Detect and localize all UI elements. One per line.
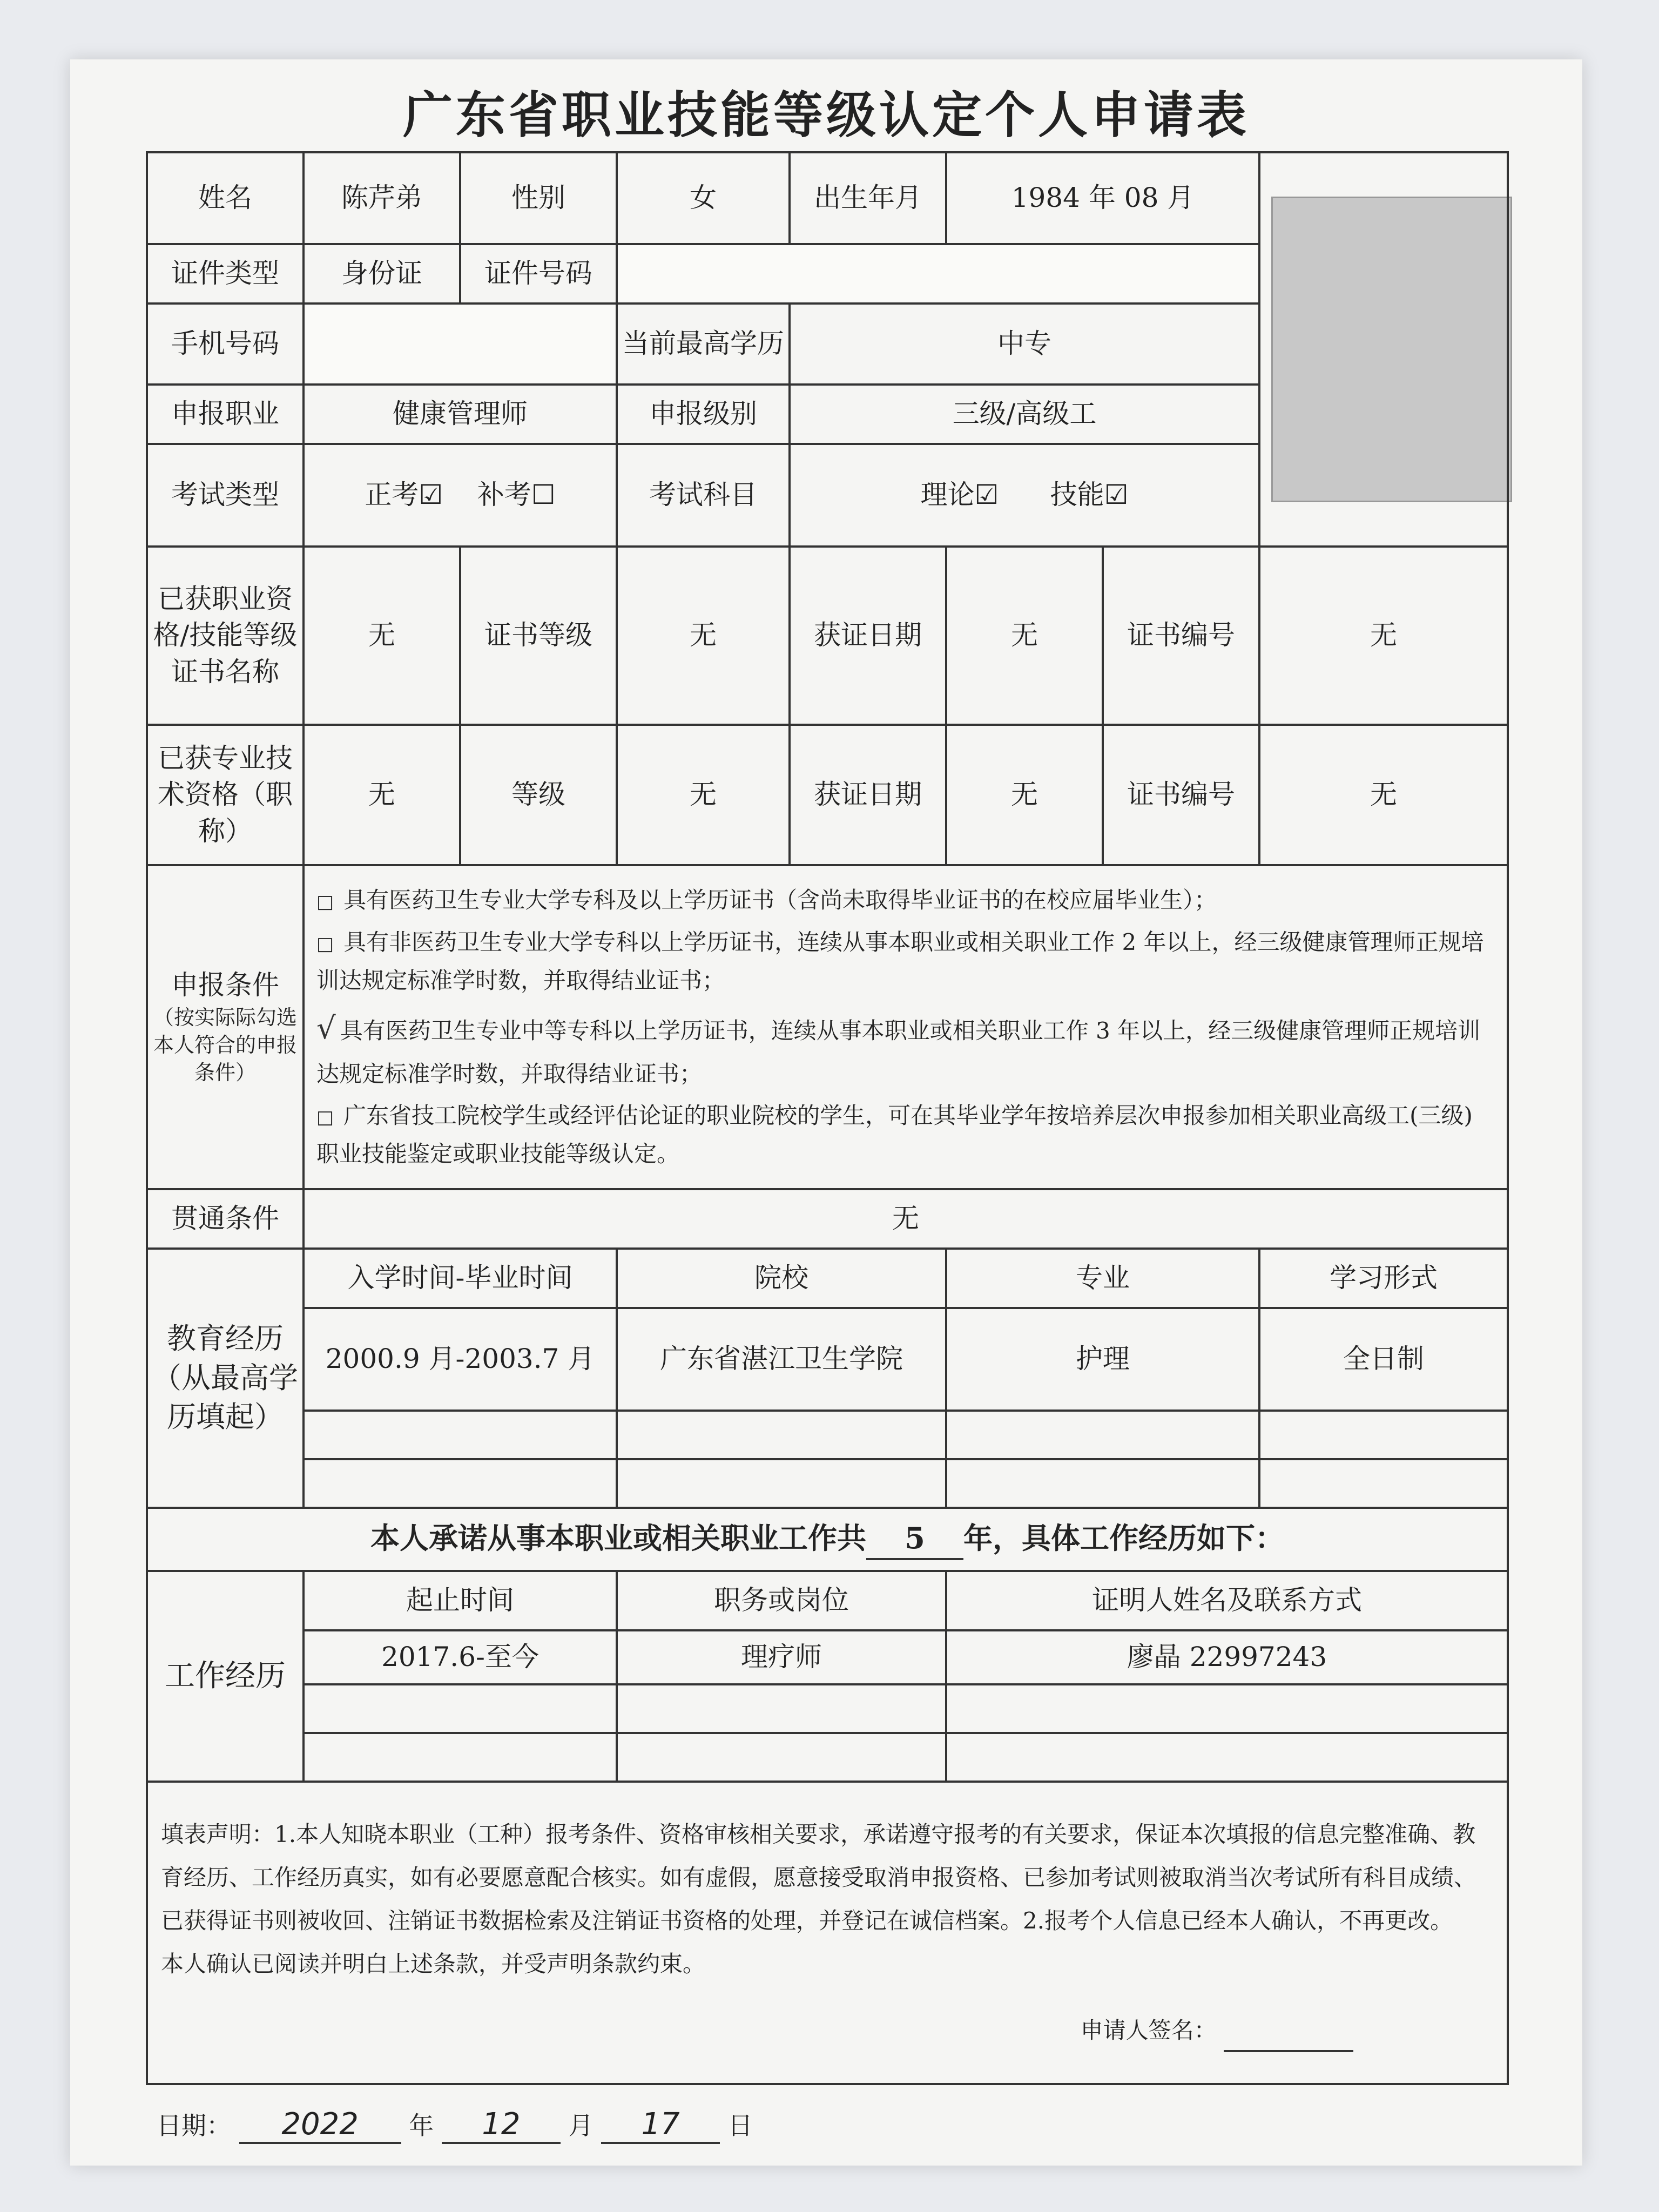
prof-date-value: 无 [946,725,1103,865]
id-type-value: 身份证 [304,244,460,304]
cert-date-value: 无 [946,547,1103,725]
prof-no-label: 证书编号 [1103,725,1259,865]
conditions-note: （按实际际勾选本人符合的申报条件） [153,1005,297,1085]
id-type-label: 证件类型 [147,244,304,304]
declaration [147,1782,1508,2084]
signature-row [161,2001,1494,2052]
edu-empty-cell [304,1459,617,1508]
photo-placeholder [1271,197,1512,502]
condition-item: √ 具有医药卫生专业中等专科以上学历证书，连续从事本职业或相关职业工作 3 年以上，经三级健康管理师正规培训达规定标准学时数，并取得结业证书； [316,1011,1481,1087]
work-empty-cell [304,1733,617,1782]
edu-mode-value: 全日制 [1259,1308,1508,1411]
prof-grade-label: 等级 [460,725,617,865]
cert-no-label: 证书编号 [1103,547,1259,725]
work-period-header: 起止时间 [304,1571,617,1630]
through-label: 贯通条件 [147,1189,304,1249]
exam-regular-checkbox: 正考☑ [365,479,443,511]
name-value: 陈芹弟 [304,152,460,244]
prof-no-value: 无 [1259,725,1508,865]
form-grid [146,151,1507,2085]
condition-item: □ 具有非医药卫生专业大学专科以上学历证书，连续从事本职业或相关职业工作 2 年以上，经三级健康管理师正规培训达规定标准学时数，并取得结业证书； [316,928,1484,994]
edu-school-value: 广东省湛江卫生学院 [617,1308,946,1411]
exam-theory-checkbox: 理论☑ [920,479,999,511]
work-history-label: 工作经历 [147,1571,304,1782]
signature-placeholder [1224,2001,1353,2052]
signature-label: 申请人签名： [1080,2017,1217,2044]
date-row: 日期： 2022 年 12 月 17 日 [157,2106,753,2144]
cert-grade-value: 无 [617,547,790,725]
form-title: 广东省职业技能等级认定个人申请表 [402,86,1250,144]
photo-cell [1259,152,1508,547]
work-empty-cell [946,1733,1508,1782]
edu-empty-cell [304,1411,617,1459]
edu-major-header: 专业 [946,1249,1259,1308]
prior-cert-value: 无 [304,547,460,725]
phone-label: 手机号码 [147,304,304,385]
education-label: 当前最高学历 [617,304,790,385]
exam-skill-checkbox: 技能☑ [1050,479,1129,511]
education-value: 中专 [790,304,1259,385]
edu-school-header: 院校 [617,1249,946,1308]
phone-value [304,304,617,385]
work-empty-cell [617,1733,946,1782]
condition-item: □ 广东省技工院校学生或经评估论证的职业院校的学生，可在其毕业学年按培养层次申报参加相关职业高级工(三级)职业技能鉴定或职业技能等级认定。 [316,1102,1473,1168]
exam-makeup-checkbox: 补考☐ [477,479,556,511]
declaration-text: 填表声明：1.本人知晓本职业（工种）报考条件、资格审核相关要求，承诺遵守报考的有关要求，保证本次填报的信息完整准确、教育经历、工作经历真实，如有必要愿意配合核实。如有虚假，愿意接受取消申报资格、已参加考试则被取消当次考试所有科目成绩、已获得证书则被收回、注销证书数据检索及注销证书资格的处理，并登记在诚信档案。2.报考个人信息已经本人确认，不再更改。 [161,1821,1477,1934]
id-number-value [617,244,1259,304]
through-value: 无 [304,1189,1508,1249]
condition-checkbox: □ [316,933,334,955]
occupation-value: 健康管理师 [304,385,617,444]
date-day: 17 [601,2107,720,2144]
date-year: 2022 [239,2107,401,2144]
conditions-title: 申报条件 [171,969,279,1001]
occupation-label: 申报职业 [147,385,304,444]
edu-empty-cell [946,1411,1259,1459]
prior-cert-label: 已获职业资格/技能等级证书名称 [147,547,304,725]
work-years: 5 [866,1519,963,1560]
exam-type-label: 考试类型 [147,444,304,547]
birth-value: 1984 年 08 月 [946,152,1259,244]
edu-period-header: 入学时间-毕业时间 [304,1249,617,1308]
work-empty-cell [617,1684,946,1733]
gender-label: 性别 [460,152,617,244]
birth-label: 出生年月 [790,152,946,244]
conditions-label [147,865,304,1189]
edu-empty-cell [617,1411,946,1459]
edu-empty-cell [1259,1459,1508,1508]
conditions-list [304,865,1508,1189]
gender-value: 女 [617,152,790,244]
work-ref-header: 证明人姓名及联系方式 [946,1571,1508,1630]
work-promise: 本人承诺从事本职业或相关职业工作共 5 年，具体工作经历如下： [147,1508,1508,1571]
cert-no-value: 无 [1259,547,1508,725]
exam-subject-label: 考试科目 [617,444,790,547]
edu-period-value: 2000.9 月-2003.7 月 [304,1308,617,1411]
work-ref-value: 廖晶 22997243 [946,1630,1508,1684]
prof-date-label: 获证日期 [790,725,946,865]
prior-prof-value: 无 [304,725,460,865]
edu-major-value: 护理 [946,1308,1259,1411]
edu-mode-header: 学习形式 [1259,1249,1508,1308]
id-number-label: 证件号码 [460,244,617,304]
cert-date-label: 获证日期 [790,547,946,725]
edu-empty-cell [617,1459,946,1508]
condition-checkbox: □ [316,1106,334,1128]
prof-grade-value: 无 [617,725,790,865]
exam-type-value [304,444,617,547]
work-empty-cell [304,1684,617,1733]
exam-subject-value [790,444,1259,547]
work-post-value: 理疗师 [617,1630,946,1684]
cert-grade-label: 证书等级 [460,547,617,725]
work-post-header: 职务或岗位 [617,1571,946,1630]
prior-prof-label: 已获专业技术资格（职称） [147,725,304,865]
date-label: 日期： [157,2111,231,2140]
application-form [70,59,1582,2166]
date-month: 12 [442,2107,561,2144]
condition-checkbox: □ [316,891,334,913]
edu-history-label: 教育经历（从最高学历填起） [147,1249,304,1508]
work-empty-cell [946,1684,1508,1733]
work-period-value: 2017.6-至今 [304,1630,617,1684]
name-label: 姓名 [147,152,304,244]
declaration-confirm: 本人确认已阅读并明白上述条款，并受声明条款约束。 [161,1950,706,1977]
edu-empty-cell [1259,1411,1508,1459]
condition-tick-mark: √ [316,1011,336,1047]
edu-empty-cell [946,1459,1259,1508]
level-label: 申报级别 [617,385,790,444]
level-value: 三级/高级工 [790,385,1259,444]
condition-item: □ 具有医药卫生专业大学专科及以上学历证书（含尚未取得毕业证书的在校应届毕业生）； [316,887,1217,914]
